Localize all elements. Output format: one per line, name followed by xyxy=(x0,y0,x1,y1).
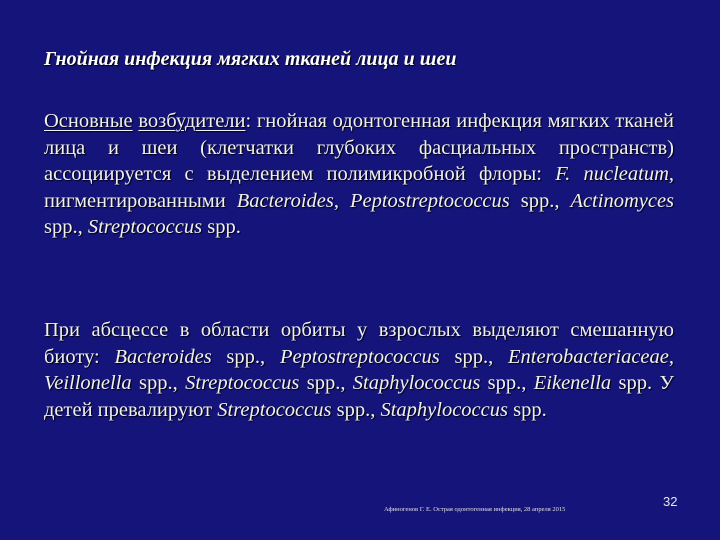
text-segment: При абсцессе в области орбиты у взрослых выделяют смешанную биоту: xyxy=(44,319,674,368)
species-name: Streptococcus xyxy=(185,372,300,394)
text-segment: spp., xyxy=(211,345,280,368)
text-segment: : гнойная одонтогенная инфекция мягких тканей лица и шеи (клетчатки глубоких фасциальных пространств) ассоциируется с выделением полимикробной флоры: xyxy=(44,110,675,185)
underlined-label-word: Основные xyxy=(44,110,133,132)
species-name: Bacteroides xyxy=(114,345,212,368)
page-number: 32 xyxy=(663,494,678,509)
text-segment: , пигментированными xyxy=(44,163,674,212)
text-segment: spp., xyxy=(331,398,381,421)
text-segment: spp., xyxy=(131,372,186,394)
species-name: Veillonella xyxy=(44,372,132,394)
underlined-label-word: возбудители xyxy=(138,110,246,132)
species-name: Actinomyces xyxy=(570,189,675,212)
text-segment: spp., xyxy=(299,372,353,394)
species-name: Streptococcus xyxy=(217,398,332,421)
text-segment: spp. xyxy=(202,216,241,238)
paragraph-orbit-abscess xyxy=(44,317,674,423)
text-segment: spp., xyxy=(439,345,508,368)
text-segment: spp. xyxy=(507,398,547,421)
species-name: F. nucleatum xyxy=(555,163,669,185)
species-name: Staphylococcus xyxy=(380,398,508,421)
species-name: Peptostreptococcus xyxy=(349,189,510,212)
text-segment: , xyxy=(668,345,675,368)
text-segment: spp. У детей превалируют xyxy=(44,372,674,421)
species-name: Enterobacteriaceae xyxy=(507,345,669,368)
species-name: Eikenella xyxy=(533,372,612,394)
text-segment: , xyxy=(333,189,350,212)
text-segment: spp., xyxy=(509,189,571,212)
footer-citation: Афиногенов Г. Е. Острая одонтогенная инфекция, 28 апреля 2015 xyxy=(384,506,566,513)
species-name: Streptococcus xyxy=(87,216,203,238)
species-name: Staphylococcus xyxy=(352,372,481,394)
species-name: Peptostreptococcus xyxy=(279,345,440,368)
text-segment: spp., xyxy=(44,216,88,238)
species-name: Bacteroides xyxy=(236,189,334,212)
slide-title: Гнойная инфекция мягких тканей лица и шеи xyxy=(44,48,457,70)
text-segment: spp., xyxy=(480,372,534,394)
paragraph-pathogens xyxy=(44,108,674,241)
